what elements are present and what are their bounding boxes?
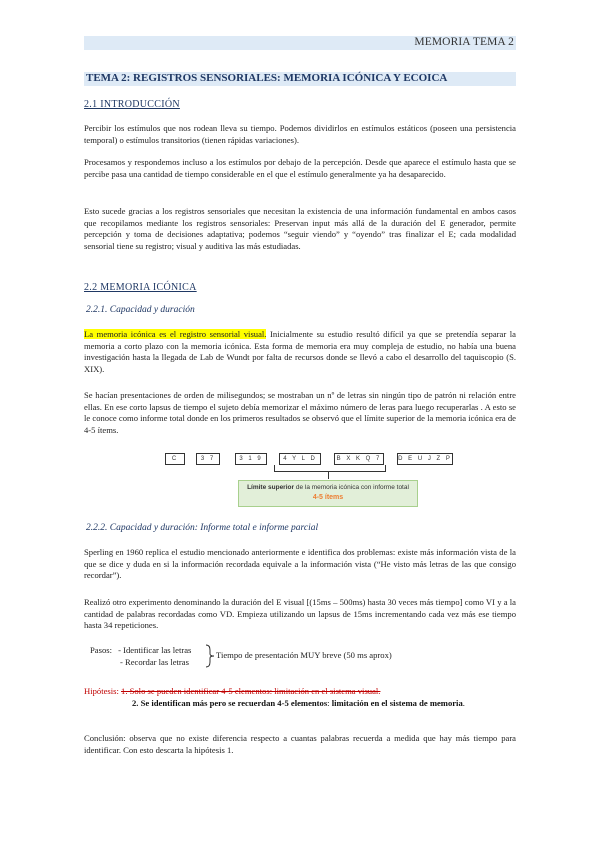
pasos-label: Pasos: bbox=[90, 645, 112, 655]
hypothesis-2 bbox=[132, 698, 516, 710]
sequence-bracket bbox=[274, 465, 386, 472]
paragraph-intro-2: Procesamos y respondemos incluso a los estímulos por debajo de la percepción. Desde que aparece el estímulo hasta que se percibe pasa una cantidad de tiempo considerable en el que el estímulo generalmente ya ha desaparecido. bbox=[84, 157, 516, 179]
hypothesis-2-main: 2. Se identifican más pero se recuerdan 4-5 elementos bbox=[132, 698, 328, 708]
hypothesis-2-colon: : bbox=[327, 698, 332, 708]
hypothesis-label: Hipótesis: bbox=[84, 686, 119, 696]
hypothesis-2-limit: limitación en el sistema de memoria bbox=[331, 698, 463, 708]
paragraph-iconica-2: Se hacían presentaciones de orden de milisegundos; se mostraban un nº de letras sin ningún tipo de patrón ni relación entre ellas. En ese corto lapsus de tiempo el sujeto debía memorizar el máximo número de leras para luego recuperarlas . A esto se le conoce como informe total donde en los primeros resultados se observó que el límite superior de la memoria icónica era de 4-5 ítems. bbox=[84, 390, 516, 435]
document-title: TEMA 2: REGISTROS SENSORIALES: MEMORIA ICÓNICA Y ECOICA bbox=[86, 72, 448, 84]
paragraph-intro-3: Esto sucede gracias a los registros sensoriales que necesitan la existencia de una información fundamental en ambos casos que recopilamos mediante los registros sensoriales: Preservan input más allá de la duración del E generador, permite percepción y toma de decisiones adaptativa; podemos “seguir viendo” y “oyendo” tras finalizar el E; cada modalidad sensorial tiene su registro; visual y auditiva las más estudiadas. bbox=[84, 206, 516, 251]
paragraph-conclusion: Conclusión: observa que no existe diferencia respecto a cuantas palabras recuerda a medida que hay más tiempo para identificar. Con esto descarta la hipótesis 1. bbox=[84, 733, 516, 755]
callout-bold-text: Límite superior bbox=[247, 484, 295, 491]
sequence-box-1: C bbox=[165, 453, 185, 465]
paso-1: - Identificar las letras bbox=[118, 645, 192, 655]
sequence-box-2: 3 7 bbox=[196, 453, 220, 465]
hypothesis-1-line bbox=[84, 686, 380, 696]
paso-2: - Recordar las letras bbox=[120, 657, 189, 667]
sequence-box-3: 3 1 9 bbox=[235, 453, 267, 465]
heading-memoria-iconica: 2.2 MEMORIA ICÓNICA bbox=[84, 282, 197, 293]
heading-introduccion: 2.1 INTRODUCCIÓN bbox=[84, 99, 180, 110]
pasos-list bbox=[90, 644, 191, 668]
paragraph-iconica-1-rest: Inicialmente su estudio resultó difícil ya que se pretendía separar la memoria a corto plazo con la memoria icónica. Esta forma de memoria era muy compleja de estudio, no había una buena investigación hasta la llegada de Lab de Wundt por falta de recursos donde se llevó a cabo el desarrollo del taquiscopio (S. XIX). bbox=[84, 329, 516, 374]
paragraph-sperling: Sperling en 1960 replica el estudio mencionado anteriormente e identifica dos problemas: existe más información vista de la que se dice y duda en si la información recordada equivale a la información vista (“He visto más letras de las que consigo recordar”). bbox=[84, 547, 516, 580]
sequence-box-6: D E U J Z P bbox=[397, 453, 453, 465]
hypothesis-2-end: . bbox=[462, 698, 465, 708]
callout-items: 4-5 ítems bbox=[312, 494, 344, 501]
running-header bbox=[84, 36, 516, 50]
hypothesis-1: 1. Solo se pueden identificar 4-5 elementos: limitación en el sistema visual. bbox=[121, 686, 381, 696]
bracket-connector bbox=[328, 471, 329, 479]
subheading-capacidad-duracion: 2.2.1. Capacidad y duración bbox=[86, 305, 195, 315]
curly-brace-icon bbox=[205, 644, 215, 668]
sequence-box-4: 4 Y L D bbox=[279, 453, 321, 465]
pasos-brace-note: Tiempo de presentación MUY breve (50 ms aprox) bbox=[216, 650, 392, 660]
paragraph-intro-1: Percibir los estímulos que nos rodean lleva su tiempo. Podemos dividirlos en estímulos estáticos (poseen una persistencia temporal) o estímulos transitorios (tienen rápidas variaciones). bbox=[84, 123, 516, 145]
subheading-informe-parcial: 2.2.2. Capacidad y duración: Informe total e informe parcial bbox=[86, 523, 319, 533]
limit-callout bbox=[238, 480, 418, 507]
paragraph-iconica-1 bbox=[84, 329, 516, 375]
running-title: MEMORIA TEMA 2 bbox=[414, 36, 514, 48]
callout-text: de la memoria icónica con informe total bbox=[294, 484, 409, 491]
paragraph-experimento: Realizó otro experimento denominando la duración del E visual [(15ms – 500ms) hasta 30 veces más tiempo] como VI y a la cantidad de palabras recordadas como VD. Empieza utilizando un lapsus de 15ms incrementando cada vez más ese tiempo hasta 34 repeticiones. bbox=[84, 597, 516, 630]
sequence-box-5: B X K Q 7 bbox=[334, 453, 384, 465]
highlighted-definition: La memoria icónica es el registro sensorial visual. bbox=[84, 329, 267, 339]
document-title-bar bbox=[84, 72, 516, 86]
